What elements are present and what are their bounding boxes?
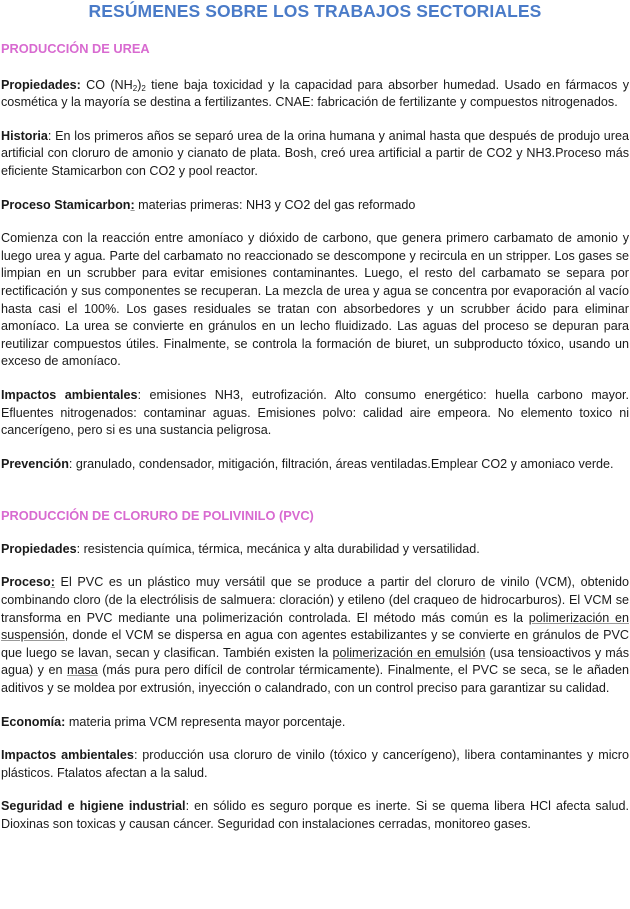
paragraph-urea-impactos: Impactos ambientales: emisiones NH3, eutrofización. Alto consumo energético: huella carbono mayor. Efluentes nitrogenados: contaminar aguas. Emisiones polvo: calidad aire empeora. No elemento toxico ni cancerígeno, pero si es una sustancia peligrosa. [1, 387, 629, 438]
term-polimerizacion-suspension: polimerización en suspensión [1, 610, 629, 643]
term-polimerizacion-emulsion: polimerización en emulsión [332, 645, 486, 660]
paragraph-label: Impactos ambientales [1, 748, 134, 763]
paragraph-label: Seguridad e higiene industrial [1, 799, 186, 814]
paragraph-label: Propiedades: [1, 77, 81, 92]
paragraph-urea-historia: Historia: En los primeros años se separó urea de la orina humana y animal hasta que después de produjo urea artificial con cloruro de amonio y cianato de plata. Bosh, creó urea artificial a partir de CO2 y NH3.Proceso más eficiente Stamicarbon con CO2 y pool reactor. [1, 128, 629, 178]
paragraph-pvc-impactos: Impactos ambientales: producción usa cloruro de vinilo (tóxico y cancerígeno), libera contaminantes y micro plásticos. Ftalatos afectan a la salud. [1, 748, 629, 780]
section-heading-pvc: PRODUCCIÓN DE CLORURO DE POLIVINILO (PVC) [1, 508, 314, 524]
paragraph-pvc-proceso: Proceso: El PVC es un plástico muy versátil que se produce a partir del cloruro de vinilo (VCM), obtenido combinando cloro (de la electrólisis de salmuera: cloración) y etileno (del craqueo de hidrocarburos). El VCM se transforma en PVC mediante una polimerización controlada. El método más común es la polimerización en suspensión, donde el VCM se dispersa en agua con agentes estabilizantes y se convierte en gránulos de PVC que luego se lavan, secan y clasifican. También existen la polimerización en emulsión (usa tensioactivos y más agua) y en masa (más pura pero difícil de controlar térmicamente). Finalmente, el PVC se seca, se le añaden aditivos y se moldea por extrusión, inyección o calandrado, con un control preciso para garantizar su calidad. [1, 575, 629, 696]
paragraph-label: Proceso [1, 575, 51, 590]
paragraph-urea-proceso-descripcion: Comienza con la reacción entre amoníaco y dióxido de carbono, que genera primero carbamato de amonio y luego urea y agua. Parte del carbamato no reaccionado se descompone y recircula en un stripper. Los gases se limpian en un scrubber para evitar emisiones contaminantes. Luego, el resto del carbamato se separa por rectificación y sus componentes se recuperan. La mezcla de urea y agua se concentra por evaporación al vacío hasta casi el 100%. Los gases residuales se tratan con absorbedores y un scrubber ácido para eliminar amoníaco. La urea se convierte en gránulos en un lecho fluidizado. Las aguas del proceso se depuran para reutilizar compuestos útiles. Finalmente, se controla la formación de biuret, un subproducto tóxico, usando un exceso de amoníaco. [1, 231, 629, 369]
paragraph-label: Prevención [1, 456, 69, 471]
paragraph-label: Historia [1, 128, 48, 143]
paragraph-pvc-propiedades: Propiedades: resistencia química, térmica, mecánica y alta durabilidad y versatilidad. [1, 541, 480, 556]
paragraph-urea-propiedades: Propiedades: CO $(NH_2)_2$ tiene baja toxicidad y la capacidad para absorber humedad. Usado en fármacos y cosmética y la mayoría se destina a fertilizantes. CNAE: fabricación de fertilizante y compuestos nitrogenados. [1, 77, 629, 110]
paragraph-label: Propiedades [1, 541, 77, 556]
paragraph-urea-proceso-stamicarbon: Proceso Stamicarbon: materias primeras: NH3 y CO2 del gas reformado [1, 197, 416, 212]
paragraph-pvc-seguridad: Seguridad e higiene industrial: en sólido es seguro porque es inerte. Si se quema libera HCl afecta salud. Dioxinas son toxicas y causan cáncer. Seguridad con instalaciones cerradas, monitoreo gases. [1, 799, 629, 831]
paragraph-label: Impactos ambientales [1, 387, 138, 402]
section-heading-urea: PRODUCCIÓN DE UREA [1, 41, 150, 56]
paragraph-urea-prevencion: Prevención: granulado, condensador, mitigación, filtración, áreas ventiladas.Emplear CO2 y amoniaco verde. [1, 456, 614, 471]
term-masa: masa [66, 663, 98, 678]
paragraph-label: Proceso Stamicarbon [1, 197, 131, 212]
paragraph-pvc-economia: Economía: materia prima VCM representa mayor porcentaje. [1, 714, 346, 729]
page-title: RESÚMENES SOBRE LOS TRABAJOS SECTORIALES [88, 1, 542, 21]
paragraph-label: Economía: [1, 714, 66, 729]
